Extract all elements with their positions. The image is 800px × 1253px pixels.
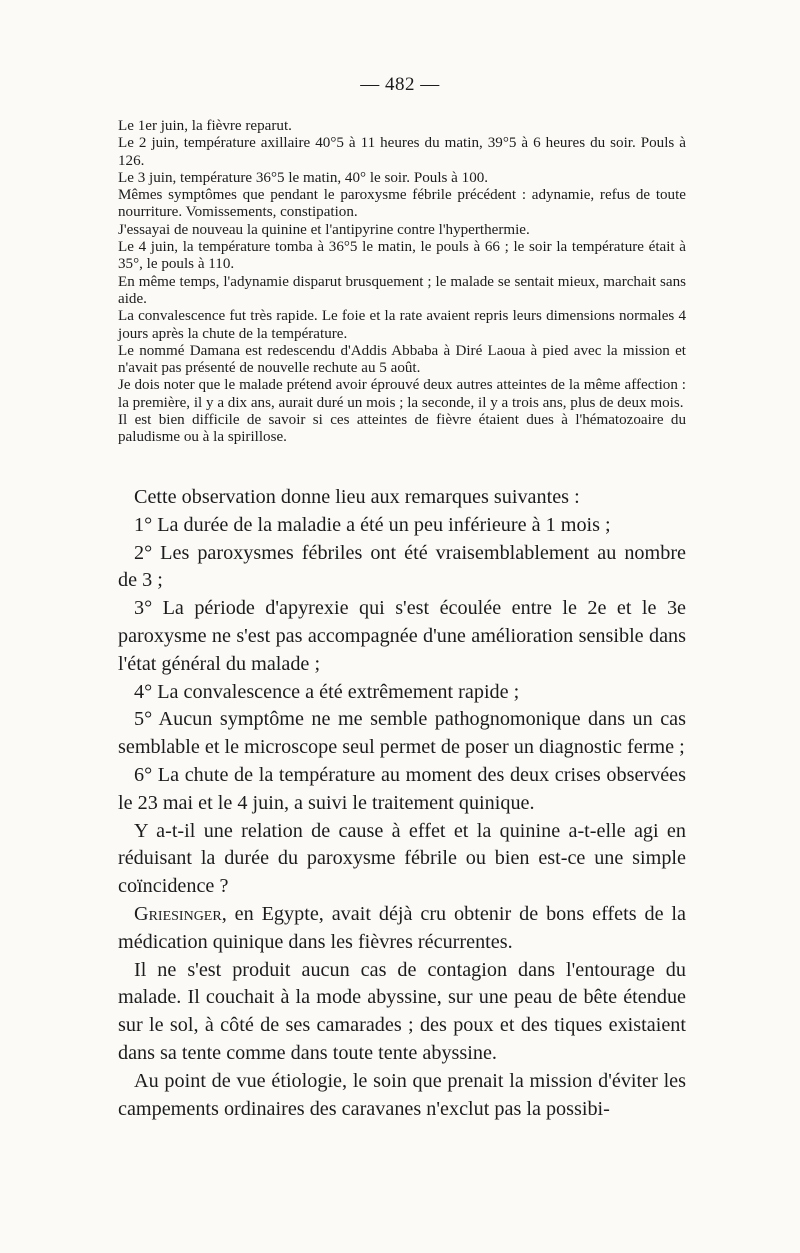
case-note-june-3: Le 3 juin, température 36°5 le matin, 40° le soir. Pouls à 100.	[118, 169, 489, 186]
case-note-june-4: Le 4 juin, la température tomba à 36°5 le matin, le pouls à 66 ; le soir la température était à 35°, le pouls à 110.	[118, 239, 686, 273]
remark-item-2: 2° Les paroxysmes fébriles ont été vraisemblablement au nombre de 3 ;	[118, 541, 686, 592]
case-note-symptoms: Mêmes symptômes que pendant le paroxysme fébrile précédent : adynamie, refus de toute nourriture. Vomissements, constipation.	[118, 187, 686, 221]
griesinger-paragraph	[118, 901, 686, 957]
case-note-june-2: Le 2 juin, température axillaire 40°5 à 11 heures du matin, 39°5 à 6 heures du soir. Pouls à 126.	[118, 135, 686, 169]
griesinger-text: , en Egypte, avait déjà cru obtenir de bons effets de la médication quinique dans les fièvres récurrentes.	[118, 902, 686, 953]
remark-item-3: 3° La période d'apyrexie qui s'est écoulée entre le 2e et le 3e paroxysme ne s'est pas accompagnée d'une amélioration sensible dans l'état général du malade ;	[118, 597, 686, 675]
case-note-june-1: Le 1er juin, la fièvre reparut.	[118, 118, 292, 134]
etiology-paragraph: Au point de vue étiologie, le soin que prenait la mission d'éviter les campements ordinaires des caravanes n'exclut pas la possibi-	[118, 1069, 686, 1120]
remark-item-6: 6° La chute de la température au moment des deux crises observées le 23 mai et le 4 juin, a suivi le traitement quinique.	[118, 763, 686, 814]
case-note-diagnosis: Il est bien difficile de savoir si ces atteintes de fièvre étaient dues à l'hématozoaire du paludisme ou à la spirillose.	[118, 412, 686, 446]
case-note-prior-attacks: Je dois noter que le malade prétend avoir éprouvé deux autres atteintes de la même affection : la première, il y a dix ans, aurait duré un mois ; la seconde, il y a trois ans, plus de deux mois.	[118, 377, 686, 411]
case-note-damana: Le nommé Damana est redescendu d'Addis Abbaba à Diré Laoua à pied avec la mission et n'avait pas présenté de nouvelle rechute au 5 août.	[118, 342, 686, 377]
case-note-treatment: J'essayai de nouveau la quinine et l'antipyrine contre l'hyperthermie.	[118, 221, 530, 238]
page-number: — 482 —	[360, 74, 440, 95]
case-note-adynamia: En même temps, l'adynamie disparut brusquement ; le malade se sentait mieux, marchait sans aide.	[118, 273, 686, 307]
remark-item-1: 1° La durée de la maladie a été un peu inférieure à 1 mois ;	[134, 513, 611, 536]
remarks-question: Y a-t-il une relation de cause à effet et la quinine a-t-elle agi en réduisant la durée du paroxysme fébrile ou bien est-ce une simple coïncidence ?	[118, 819, 686, 898]
case-note-convalescence: La convalescence fut très rapide. Le foie et la rate avaient repris leurs dimensions normales 4 jours après la chute de la température.	[118, 308, 686, 342]
remark-item-5: 5° Aucun symptôme ne me semble pathognomonique dans un cas semblable et le microscope seul permet de poser un diagnostic ferme ;	[118, 708, 686, 759]
remark-item-4: 4° La convalescence a été extrêmement rapide ;	[134, 680, 520, 703]
remarks-intro: Cette observation donne lieu aux remarques suivantes :	[134, 486, 580, 508]
case-notes	[118, 118, 686, 447]
contagion-paragraph: Il ne s'est produit aucun cas de contagion dans l'entourage du malade. Il couchait à la mode abyssine, sur une peau de bête étendue sur le sol, à côté de ses camarades ; des poux et des tiques existaient dans sa tente comme dans toute tente abyssine.	[118, 958, 686, 1064]
remarks-section	[118, 484, 686, 1123]
author-name: Griesinger	[134, 902, 222, 925]
